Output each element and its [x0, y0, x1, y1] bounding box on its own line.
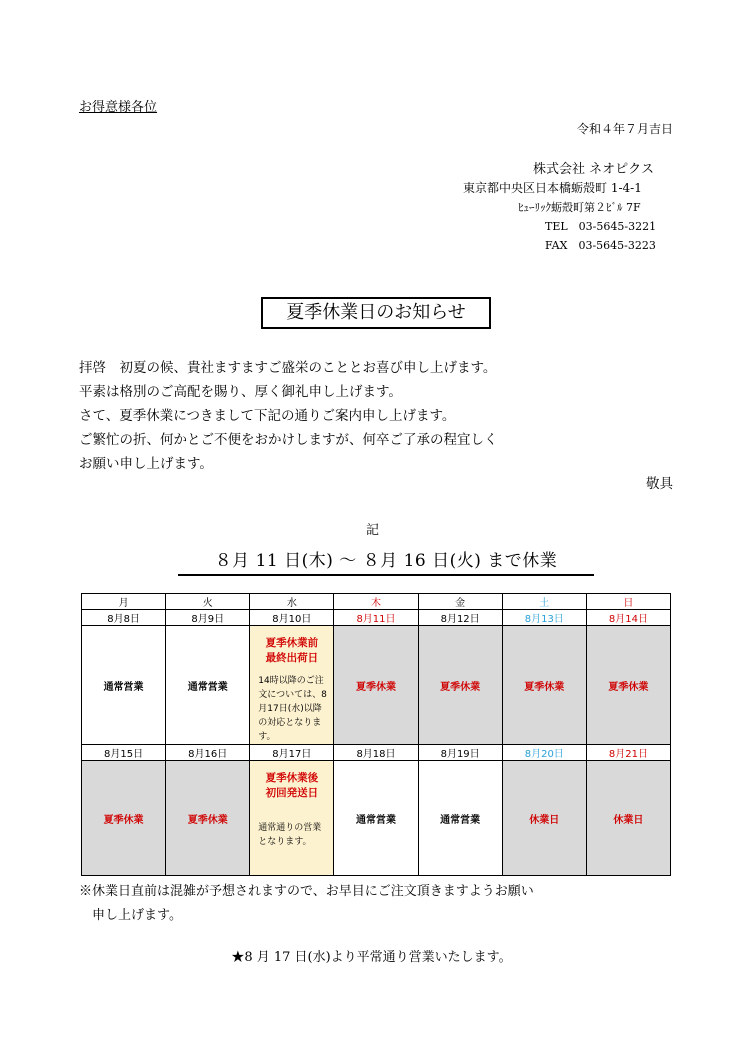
weekday-mon: 月: [82, 594, 166, 610]
footnote: [79, 880, 534, 928]
last-shipping-note: 14時以降のご注文については、8月17日(水)以降の対応となります。: [258, 676, 327, 742]
date-cell: 8月11日: [334, 610, 418, 626]
weekday-thu: 木: [334, 594, 418, 610]
sender-address-line2: ﾋｭｰﾘｯｸ蛎殻町第２ﾋﾞﾙ 7F: [518, 201, 641, 214]
last-shipping-title: [250, 636, 333, 666]
status-cell-holiday: 休業日: [502, 761, 586, 876]
first-shipping-note: 通常通りの営業となります。: [258, 823, 322, 847]
status-cell-closed: 夏季休業: [334, 626, 418, 745]
status-cell-closed: 夏季休業: [82, 761, 166, 876]
sender-block: [463, 160, 678, 255]
date-cell: 8月14日: [586, 610, 670, 626]
closing-keigu: 敬具: [646, 476, 673, 492]
week1-status-row: [82, 626, 671, 745]
date-cell: 8月20日: [502, 745, 586, 761]
first-shipping-day-cell: [250, 761, 334, 876]
weekday-tue: 火: [166, 594, 250, 610]
footnote-line2: 申し上げます。: [92, 908, 182, 923]
date-cell: 8月12日: [418, 610, 502, 626]
notice-title: 夏季休業日のお知らせ: [261, 297, 491, 329]
date-cell: 8月19日: [418, 745, 502, 761]
body-line: 拝啓 初夏の候、貴社ますますご盛栄のこととお喜び申し上げます。: [79, 360, 497, 376]
status-cell-open: 通常営業: [166, 626, 250, 745]
last-shipping-title-line1: 夏季休業前: [265, 637, 319, 649]
letter-body: [79, 356, 699, 476]
date-cell: 8月16日: [166, 745, 250, 761]
sender-company: 株式会社 ネオピクス: [533, 162, 655, 177]
sender-address-line1: 東京都中央区日本橋蛎殻町 1-4-1: [463, 181, 642, 195]
last-shipping-day-cell: [250, 626, 334, 745]
body-line: 平素は格別のご高配を賜り、厚く御礼申し上げます。: [79, 384, 402, 400]
week1-date-row: [82, 610, 671, 626]
date-cell: 8月8日: [82, 610, 166, 626]
ki-heading: 記: [366, 523, 380, 538]
body-line: さて、夏季休業につきまして下記の通りご案内申し上げます。: [79, 408, 456, 424]
resume-notice: ★8 月 17 日(水)より平常通り営業いたします。: [231, 950, 512, 965]
last-shipping-title-line2: 最終出荷日: [265, 652, 319, 664]
body-line: ご繁忙の折、何かとご不便をおかけしますが、何卒ご了承の程宜しく: [79, 432, 498, 448]
first-shipping-title: [250, 771, 333, 801]
closure-period: ８月 11 日(木) 〜 ８月 16 日(火) まで休業: [178, 548, 594, 576]
issue-date: 令和４年７月吉日: [576, 122, 673, 136]
status-cell-closed: 夏季休業: [586, 626, 670, 745]
date-cell: 8月9日: [166, 610, 250, 626]
status-cell-open: 通常営業: [334, 761, 418, 876]
date-cell: 8月15日: [82, 745, 166, 761]
status-cell-holiday: 休業日: [586, 761, 670, 876]
body-line: お願い申し上げます。: [79, 456, 213, 472]
weekday-wed: 水: [250, 594, 334, 610]
weekday-header-row: [82, 594, 671, 610]
first-shipping-title-line2: 初回発送日: [265, 787, 319, 799]
status-cell-closed: 夏季休業: [166, 761, 250, 876]
holiday-calendar: [81, 593, 671, 876]
week2-date-row: [82, 745, 671, 761]
status-cell-closed: 夏季休業: [502, 626, 586, 745]
weekday-sat: 土: [502, 594, 586, 610]
sender-fax: FAX 03-5645-3223: [545, 239, 656, 252]
status-cell-open: 通常営業: [82, 626, 166, 745]
status-cell-open: 通常営業: [418, 761, 502, 876]
date-cell: 8月10日: [250, 610, 334, 626]
status-cell-closed: 夏季休業: [418, 626, 502, 745]
first-shipping-title-line1: 夏季休業後: [265, 772, 319, 784]
weekday-sun: 日: [586, 594, 670, 610]
addressee: お得意様各位: [79, 100, 158, 115]
footnote-line1: ※休業日直前は混雑が予想されますので、お早目にご注文頂きますようお願い: [79, 884, 534, 899]
date-cell: 8月18日: [334, 745, 418, 761]
sender-tel: TEL 03-5645-3221: [545, 220, 657, 233]
week2-status-row: [82, 761, 671, 876]
date-cell: 8月13日: [502, 610, 586, 626]
weekday-fri: 金: [418, 594, 502, 610]
date-cell: 8月21日: [586, 745, 670, 761]
date-cell: 8月17日: [250, 745, 334, 761]
